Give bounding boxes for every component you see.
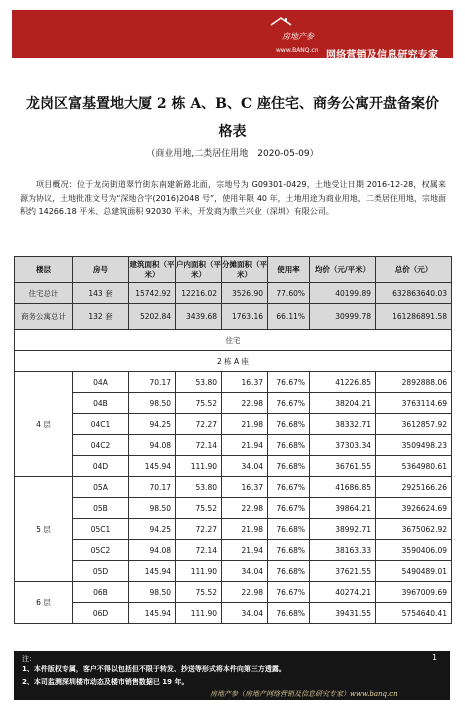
cell-value: 76.68% [268,414,310,435]
table-row [15,477,452,498]
cell-value: 76.68% [268,540,310,561]
building-row [15,351,452,372]
cell-value: 76.68% [268,456,310,477]
document-subtitle: （商业用地,二类居住用地 2020-05-09） [146,149,319,159]
header-total-price: 总价（元） [376,257,452,283]
cell-value: 70.17 [129,372,176,393]
footer-brand: 房地产参（房地产网络营销及信息研究专家）www.banq.cn [210,690,398,698]
floor-label: 4 层 [15,372,73,477]
cell-value: 76.67% [268,477,310,498]
page-number: 1 [432,653,438,662]
cell-value: 38163.33 [310,540,376,561]
cell-value: 145.94 [129,456,176,477]
cell-value: 2925166.26 [376,477,452,498]
cell-value: 53.80 [176,372,222,393]
cell-value: 53.80 [176,477,222,498]
cell-value: 16.37 [222,477,268,498]
cell-value: 98.50 [129,582,176,603]
cell-value: 40274.21 [310,582,376,603]
cell-value: 111.90 [176,561,222,582]
cell-value: 22.98 [222,393,268,414]
header-room: 房号 [73,257,129,283]
table-header-row [15,257,452,283]
room-number: 05D [73,561,129,582]
cell-value: 70.17 [129,477,176,498]
cell-value: 2892888.06 [376,372,452,393]
cell-value: 75.52 [176,582,222,603]
cell-value: 76.68% [268,561,310,582]
cell-value: 3967009.69 [376,582,452,603]
cell-value: 72.27 [176,519,222,540]
cell-value: 111.90 [176,456,222,477]
cell-value: 98.50 [129,498,176,519]
header-banner [12,10,453,61]
cell-value: 3675062.92 [376,519,452,540]
room-number: 04B [73,393,129,414]
cell-value: 145.94 [129,603,176,624]
cell-value: 22.98 [222,582,268,603]
room-number: 04D [73,456,129,477]
room-number: 05B [73,498,129,519]
house-logo-icon [270,16,292,30]
cell-value: 34.04 [222,603,268,624]
cell-value: 39864.21 [310,498,376,519]
table-row [15,372,452,393]
floor-label: 6 层 [15,582,73,624]
cell-value: 75.52 [176,498,222,519]
cell-value: 72.14 [176,540,222,561]
table-row [15,561,452,582]
cell-value: 37621.55 [310,561,376,582]
cell-value: 72.27 [176,414,222,435]
cell-value: 94.25 [129,519,176,540]
cell-value: 3612857.92 [376,414,452,435]
cell-value: 145.94 [129,561,176,582]
building-label: 2 栋 A 座 [15,351,452,372]
brand-url: www.BANQ.cn [276,47,319,54]
table-row [15,603,452,624]
table-row [15,435,452,456]
cell-value: 16.37 [222,372,268,393]
room-number: 05C2 [73,540,129,561]
project-overview: 项目概况：位于龙岗街道翠竹街东南建新路北面，宗地号为 G09301-0429，土地受让日期 2016-12-28，权属来源为协议，土地批准文号为“深地合字(2016)2048 号”，使用年限 40 年，土地用途为商业用地，二类居住用地，宗地面积约 14266.18 平米、总建筑面积 92030 平米，开发商为歌兰兴业（深圳）有限公司。 [20,180,446,216]
header-usage-rate: 使用率 [268,257,310,283]
brand-slogan: 网络营销及信息研究专家 [326,50,439,61]
cell-value: 37303.34 [310,435,376,456]
header-inner-area: 户内面积（平米） [176,257,222,283]
cell-value: 41226.85 [310,372,376,393]
room-number: 05A [73,477,129,498]
cell-value: 3926624.69 [376,498,452,519]
room-number: 04C2 [73,435,129,456]
cell-value: 76.67% [268,498,310,519]
document-title: 龙岗区富基置地大厦 2 栋 A、B、C 座住宅、商务公寓开盘备案价 格表 [25,96,440,140]
price-table [14,256,452,624]
table-row [15,498,452,519]
header-shared-area: 分摊面积（平米） [222,257,268,283]
header-avg-price: 均价（元/平米） [310,257,376,283]
room-number: 04A [73,372,129,393]
cell-value: 5364980.61 [376,456,452,477]
room-number: 04C1 [73,414,129,435]
cell-value: 76.67% [268,372,310,393]
brand-logo-text: 房地产参 [282,32,314,41]
header-floor: 楼层 [15,257,73,283]
cell-value: 76.68% [268,519,310,540]
footer-note-head: 注： [22,655,36,663]
summary-row-apartment: 商务公寓总计 132 套 5202.84 3439.68 1763.16 66.11% 30999.78 161286891.58 [15,304,452,330]
cell-value: 72.14 [176,435,222,456]
cell-value: 76.67% [268,582,310,603]
room-number: 06D [73,603,129,624]
summary-row-residential: 住宅总计 143 套 15742.92 12216.02 3526.90 77.60% 40199.89 632863640.03 [15,283,452,304]
cell-value: 38204.21 [310,393,376,414]
cell-value: 76.68% [268,435,310,456]
room-number: 06B [73,582,129,603]
floor-label: 5 层 [15,477,73,582]
cell-value: 36761.55 [310,456,376,477]
cell-value: 76.67% [268,393,310,414]
cell-value: 39431.55 [310,603,376,624]
cell-value: 94.08 [129,540,176,561]
cell-value: 34.04 [222,456,268,477]
table-row [15,456,452,477]
header-build-area: 建筑面积（平米） [129,257,176,283]
section-label: 住宅 [15,330,452,351]
cell-value: 76.68% [268,603,310,624]
table-row [15,414,452,435]
cell-value: 3509498.23 [376,435,452,456]
footer-note-2: 2、本司监测深圳楼市动态及楼市销售数据已 19 年。 [22,678,189,686]
cell-value: 5490489.01 [376,561,452,582]
table-row [15,540,452,561]
table-row [15,519,452,540]
table-row [15,582,452,603]
room-number: 05C1 [73,519,129,540]
cell-value: 38332.71 [310,414,376,435]
cell-value: 111.90 [176,603,222,624]
table-row [15,393,452,414]
cell-value: 3590406.09 [376,540,452,561]
cell-value: 34.04 [222,561,268,582]
cell-value: 94.25 [129,414,176,435]
cell-value: 41686.85 [310,477,376,498]
cell-value: 38992.71 [310,519,376,540]
cell-value: 21.94 [222,540,268,561]
cell-value: 21.98 [222,519,268,540]
cell-value: 3763114.69 [376,393,452,414]
cell-value: 21.98 [222,414,268,435]
section-row [15,330,452,351]
cell-value: 94.08 [129,435,176,456]
footer-note-1: 1、本件版权专属，客户不得以包括但不限于转发、抄送等形式将本件向第三方透露。 [22,665,286,673]
cell-value: 21.94 [222,435,268,456]
cell-value: 98.50 [129,393,176,414]
cell-value: 5754640.41 [376,603,452,624]
cell-value: 22.98 [222,498,268,519]
cell-value: 75.52 [176,393,222,414]
